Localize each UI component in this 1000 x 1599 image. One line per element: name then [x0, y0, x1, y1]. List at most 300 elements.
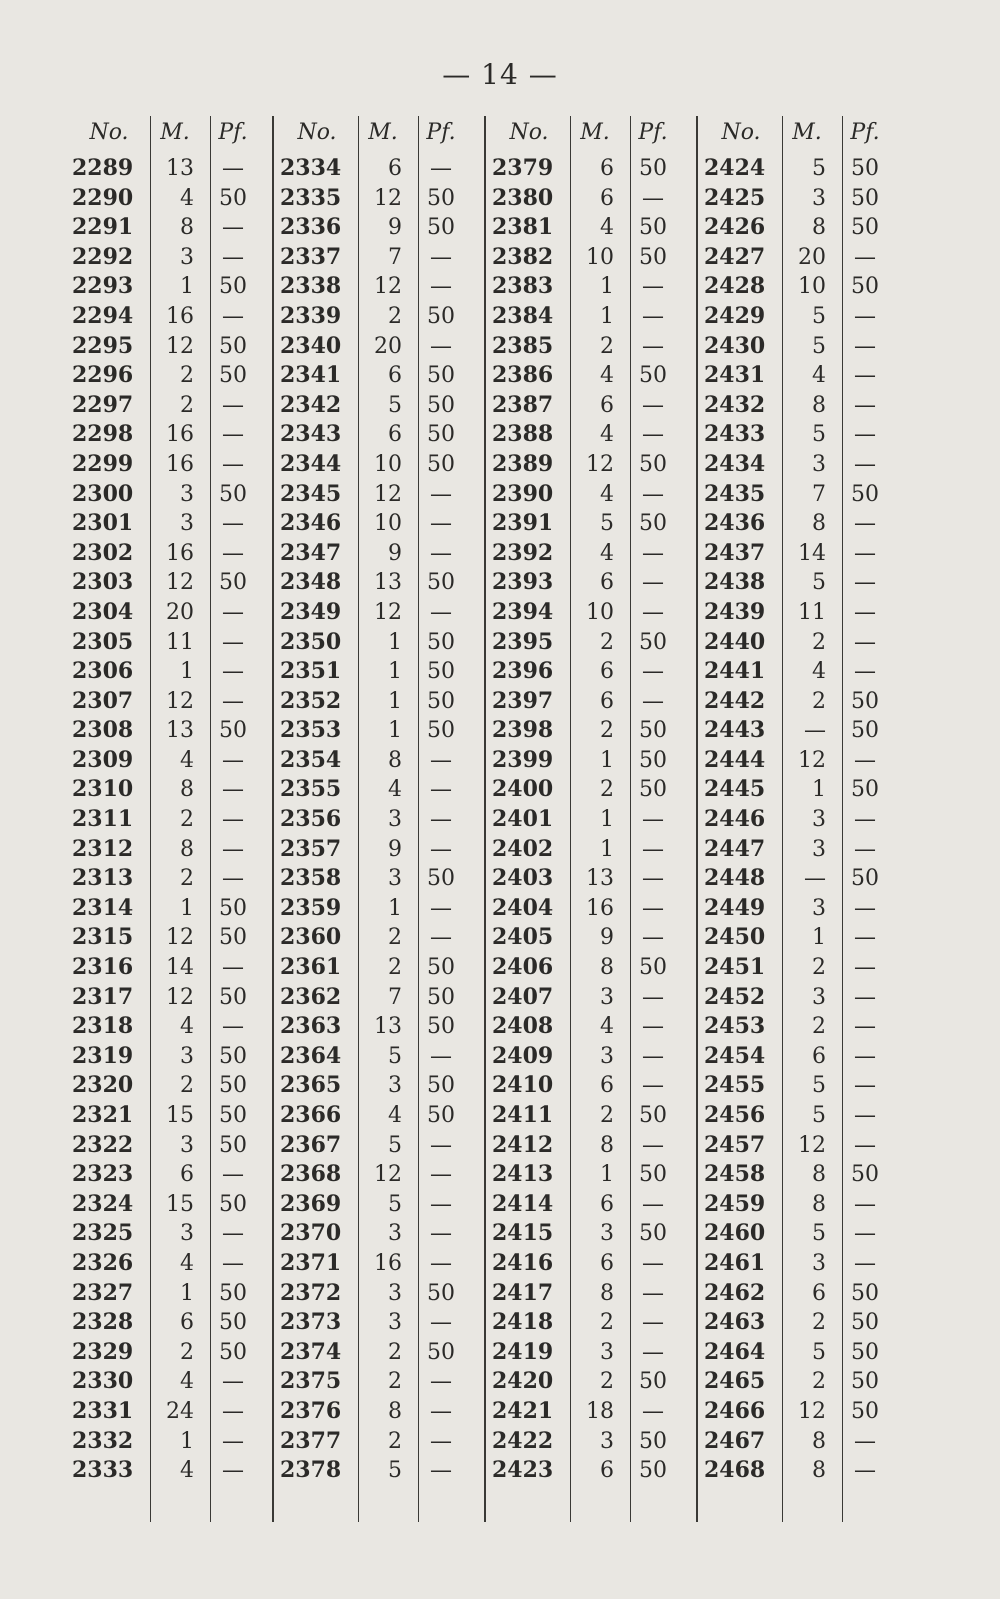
- entry-number: 2298: [72, 421, 134, 448]
- pfennig-amount: —: [222, 244, 244, 270]
- pfennig-amount: —: [430, 1191, 452, 1217]
- entry-number: 2467: [704, 1427, 766, 1454]
- pfennig-amount: —: [642, 333, 664, 359]
- entry-number: 2433: [704, 421, 766, 448]
- entry-number: 2359: [280, 894, 342, 921]
- entry-number: 2338: [280, 273, 342, 300]
- mark-amount: 9: [388, 540, 402, 566]
- entry-number: 2443: [704, 717, 766, 744]
- pfennig-amount: —: [642, 1398, 664, 1424]
- entry-number: 2436: [704, 510, 766, 537]
- entry-number: 2313: [72, 865, 134, 892]
- pfennig-amount: 50: [639, 1221, 667, 1247]
- entry-number: 2299: [72, 450, 134, 477]
- pfennig-amount: 50: [427, 363, 455, 389]
- entry-number: 2390: [492, 480, 554, 507]
- entry-number: 2294: [72, 302, 134, 329]
- pfennig-amount: 50: [427, 1339, 455, 1365]
- mark-amount: 4: [180, 1250, 194, 1276]
- number-column: [280, 112, 354, 1522]
- pfennig-amount: —: [854, 1043, 876, 1069]
- entry-number: 2362: [280, 983, 342, 1010]
- pfennig-amount: —: [854, 1250, 876, 1276]
- entry-number: 2397: [492, 687, 554, 714]
- pfennig-amount: 50: [639, 718, 667, 744]
- entry-number: 2351: [280, 658, 342, 685]
- pfennig-amount: 50: [219, 481, 247, 507]
- mark-amount: 6: [812, 1280, 826, 1306]
- mark-amount: 5: [388, 1132, 402, 1158]
- mark-column: [778, 112, 836, 1522]
- entry-number: 2403: [492, 865, 554, 892]
- pfennig-amount: 50: [639, 156, 667, 181]
- mark-amount: 12: [798, 1132, 826, 1158]
- entry-number: 2342: [280, 391, 342, 418]
- pfennig-amount: 50: [427, 451, 455, 477]
- mark-amount: 15: [166, 1103, 194, 1128]
- page-number: — 14 —: [442, 58, 558, 91]
- mark-amount: 10: [586, 599, 614, 625]
- pfennig-amount: —: [222, 1369, 244, 1395]
- entry-number: 2290: [72, 184, 134, 211]
- pfennig-amount: —: [430, 1458, 452, 1484]
- mark-amount: 5: [812, 1339, 826, 1365]
- entry-number: 2374: [280, 1338, 342, 1365]
- mark-amount: 12: [586, 451, 614, 477]
- mark-amount: 2: [388, 1339, 402, 1365]
- entry-number: 2346: [280, 510, 342, 537]
- pfennig-amount: —: [222, 747, 244, 773]
- mark-amount: 16: [166, 422, 194, 448]
- mark-amount: 3: [388, 1221, 402, 1247]
- mark-amount: 1: [388, 718, 402, 744]
- mark-amount: 8: [600, 1132, 614, 1158]
- pfennig-amount: —: [854, 1132, 876, 1158]
- column-divider: [842, 116, 843, 1522]
- pfennig-amount: —: [642, 274, 664, 300]
- mark-amount: 5: [812, 570, 826, 596]
- mark-amount: 13: [374, 570, 402, 596]
- entry-number: 2447: [704, 835, 766, 862]
- mark-amount: 4: [180, 1369, 194, 1395]
- entry-number: 2310: [72, 776, 134, 803]
- mark-amount: 2: [812, 955, 826, 981]
- mark-amount: 2: [388, 1428, 402, 1454]
- entry-number: 2462: [704, 1279, 766, 1306]
- entry-number: 2434: [704, 450, 766, 477]
- pfennig-amount: 50: [219, 1103, 247, 1128]
- pfennig-column: [412, 112, 470, 1522]
- pfennig-amount: 50: [851, 1339, 879, 1365]
- mark-amount: 8: [388, 1398, 402, 1424]
- column-divider: [358, 116, 359, 1522]
- entry-number: 2412: [492, 1131, 554, 1158]
- entry-number: 2349: [280, 598, 342, 625]
- mark-amount: 12: [374, 599, 402, 625]
- mark-amount: 6: [600, 1458, 614, 1484]
- mark-amount: 2: [600, 1369, 614, 1395]
- entry-number: 2326: [72, 1249, 134, 1276]
- mark-amount: 1: [388, 895, 402, 921]
- entry-number: 2327: [72, 1279, 134, 1306]
- entry-number: 2417: [492, 1279, 554, 1306]
- entry-number: 2367: [280, 1131, 342, 1158]
- entry-number: 2321: [72, 1102, 134, 1128]
- entry-number: 2328: [72, 1309, 134, 1336]
- mark-amount: 5: [812, 1103, 826, 1128]
- pfennig-amount: —: [854, 629, 876, 655]
- group-divider: [696, 116, 698, 1522]
- pfennig-amount: —: [642, 807, 664, 833]
- mark-amount: 8: [180, 215, 194, 241]
- column-header: No.: [89, 120, 129, 145]
- entry-number: 2414: [492, 1190, 554, 1217]
- mark-amount: 2: [180, 866, 194, 892]
- entry-number: 2406: [492, 954, 554, 981]
- mark-amount: 5: [388, 392, 402, 418]
- entry-number: 2308: [72, 717, 134, 744]
- entry-number: 2392: [492, 539, 554, 566]
- column-header: Pf.: [850, 120, 880, 145]
- pfennig-amount: —: [222, 659, 244, 685]
- entry-number: 2377: [280, 1427, 342, 1454]
- pfennig-amount: 50: [851, 718, 879, 744]
- entry-number: 2378: [280, 1457, 342, 1484]
- entry-number: 2358: [280, 865, 342, 892]
- column-divider: [418, 116, 419, 1522]
- mark-amount: 3: [388, 1073, 402, 1099]
- mark-amount: 20: [798, 244, 826, 270]
- mark-amount: 2: [600, 333, 614, 359]
- column-header: No.: [297, 120, 337, 145]
- mark-amount: 12: [374, 481, 402, 507]
- pfennig-amount: —: [430, 1310, 452, 1336]
- entry-number: 2322: [72, 1131, 134, 1158]
- column-header: No.: [509, 120, 549, 145]
- entry-number: 2393: [492, 569, 554, 596]
- entry-number: 2405: [492, 924, 554, 951]
- pfennig-amount: —: [430, 1428, 452, 1454]
- column-divider: [150, 116, 151, 1522]
- pfennig-amount: 50: [851, 481, 879, 507]
- pfennig-amount: 50: [851, 185, 879, 211]
- entry-number: 2363: [280, 1013, 342, 1040]
- pfennig-amount: 50: [639, 215, 667, 241]
- mark-amount: 2: [812, 688, 826, 714]
- pfennig-amount: —: [854, 392, 876, 418]
- mark-amount: 3: [600, 1221, 614, 1247]
- entry-number: 2339: [280, 302, 342, 329]
- pfennig-amount: 50: [639, 511, 667, 537]
- pfennig-amount: 50: [851, 274, 879, 300]
- mark-column: [354, 112, 412, 1522]
- pfennig-amount: —: [430, 1162, 452, 1188]
- mark-amount: —: [804, 866, 826, 892]
- pfennig-amount: —: [430, 333, 452, 359]
- mark-amount: 3: [812, 895, 826, 921]
- group-divider: [272, 116, 274, 1522]
- pfennig-amount: —: [222, 866, 244, 892]
- pfennig-amount: —: [430, 274, 452, 300]
- pfennig-amount: —: [642, 866, 664, 892]
- mark-amount: 2: [600, 1310, 614, 1336]
- entry-number: 2423: [492, 1457, 554, 1484]
- pfennig-amount: —: [222, 1221, 244, 1247]
- entry-number: 2409: [492, 1042, 554, 1069]
- pfennig-amount: —: [222, 1428, 244, 1454]
- pfennig-amount: 50: [219, 718, 247, 744]
- entry-number: 2444: [704, 746, 766, 773]
- entry-number: 2465: [704, 1368, 766, 1395]
- mark-amount: 3: [812, 1250, 826, 1276]
- mark-amount: 1: [812, 777, 826, 803]
- mark-amount: 8: [812, 392, 826, 418]
- mark-amount: 2: [600, 1103, 614, 1128]
- pfennig-amount: —: [854, 1103, 876, 1128]
- entry-number: 2293: [72, 273, 134, 300]
- mark-amount: 4: [180, 1014, 194, 1040]
- mark-amount: 2: [388, 925, 402, 951]
- mark-amount: 5: [812, 333, 826, 359]
- mark-amount: 3: [388, 1280, 402, 1306]
- pfennig-amount: 50: [219, 1043, 247, 1069]
- entry-number: 2385: [492, 332, 554, 359]
- entry-number: 2446: [704, 806, 766, 833]
- pfennig-amount: —: [642, 540, 664, 566]
- pfennig-amount: —: [642, 303, 664, 329]
- entry-number: 2350: [280, 628, 342, 655]
- pfennig-amount: 50: [427, 1014, 455, 1040]
- pfennig-amount: —: [222, 955, 244, 981]
- mark-amount: 15: [166, 1191, 194, 1217]
- mark-amount: 18: [586, 1398, 614, 1424]
- pfennig-amount: 50: [639, 1458, 667, 1484]
- column-divider: [782, 116, 783, 1522]
- entry-number: 2400: [492, 776, 554, 803]
- entry-number: 2398: [492, 717, 554, 744]
- pfennig-amount: —: [222, 156, 244, 181]
- entry-number: 2458: [704, 1161, 766, 1188]
- mark-amount: 12: [798, 747, 826, 773]
- mark-amount: 13: [166, 718, 194, 744]
- pfennig-amount: —: [222, 836, 244, 862]
- pfennig-amount: —: [222, 303, 244, 329]
- pfennig-amount: —: [222, 392, 244, 418]
- mark-amount: 2: [180, 807, 194, 833]
- pfennig-amount: 50: [639, 955, 667, 981]
- mark-amount: 5: [388, 1458, 402, 1484]
- entry-number: 2466: [704, 1397, 766, 1424]
- pfennig-amount: 50: [851, 866, 879, 892]
- pfennig-amount: —: [642, 422, 664, 448]
- pfennig-amount: 50: [639, 1428, 667, 1454]
- pfennig-amount: —: [642, 1280, 664, 1306]
- mark-amount: 6: [600, 392, 614, 418]
- entry-number: 2309: [72, 746, 134, 773]
- entry-number: 2356: [280, 806, 342, 833]
- mark-amount: 8: [388, 747, 402, 773]
- mark-amount: 14: [166, 955, 194, 981]
- mark-amount: 2: [812, 1310, 826, 1336]
- pfennig-amount: 50: [639, 244, 667, 270]
- entry-number: 2334: [280, 155, 342, 181]
- entry-number: 2371: [280, 1249, 342, 1276]
- mark-amount: 6: [812, 1043, 826, 1069]
- mark-amount: 2: [600, 629, 614, 655]
- column-header: M.: [368, 120, 398, 145]
- pfennig-amount: 50: [219, 333, 247, 359]
- column-divider: [570, 116, 571, 1522]
- pfennig-amount: —: [430, 1398, 452, 1424]
- entry-number: 2365: [280, 1072, 342, 1099]
- mark-amount: 5: [812, 1073, 826, 1099]
- mark-amount: 1: [600, 274, 614, 300]
- pfennig-amount: —: [854, 925, 876, 951]
- pfennig-amount: 50: [639, 747, 667, 773]
- mark-amount: 3: [180, 1221, 194, 1247]
- pfennig-amount: 50: [851, 1398, 879, 1424]
- mark-amount: 1: [180, 895, 194, 921]
- entry-number: 2422: [492, 1427, 554, 1454]
- mark-amount: 5: [812, 156, 826, 181]
- number-column: [72, 112, 146, 1522]
- pfennig-amount: 50: [639, 777, 667, 803]
- mark-amount: 8: [812, 215, 826, 241]
- pfennig-amount: 50: [427, 629, 455, 655]
- mark-amount: 12: [166, 570, 194, 596]
- entry-number: 2353: [280, 717, 342, 744]
- number-column: [492, 112, 566, 1522]
- pfennig-amount: —: [642, 836, 664, 862]
- mark-amount: 6: [600, 570, 614, 596]
- pfennig-amount: 50: [851, 1310, 879, 1336]
- entry-number: 2337: [280, 243, 342, 270]
- pfennig-amount: —: [642, 570, 664, 596]
- mark-amount: 16: [374, 1250, 402, 1276]
- mark-amount: 1: [180, 659, 194, 685]
- entry-number: 2311: [72, 806, 134, 833]
- entry-number: 2307: [72, 687, 134, 714]
- mark-amount: 3: [812, 984, 826, 1010]
- mark-amount: 6: [600, 688, 614, 714]
- pfennig-amount: —: [854, 1191, 876, 1217]
- pfennig-amount: —: [430, 1132, 452, 1158]
- column-header: M.: [580, 120, 610, 145]
- mark-amount: 4: [812, 659, 826, 685]
- entry-number: 2416: [492, 1249, 554, 1276]
- pfennig-amount: 50: [219, 1339, 247, 1365]
- mark-amount: 1: [388, 629, 402, 655]
- pfennig-amount: —: [854, 303, 876, 329]
- entry-number: 2410: [492, 1072, 554, 1099]
- mark-amount: 8: [812, 511, 826, 537]
- mark-amount: 8: [812, 1162, 826, 1188]
- pfennig-amount: —: [642, 1250, 664, 1276]
- mark-amount: 10: [374, 511, 402, 537]
- pfennig-amount: 50: [219, 895, 247, 921]
- pfennig-amount: —: [854, 511, 876, 537]
- entry-number: 2454: [704, 1042, 766, 1069]
- entry-number: 2441: [704, 658, 766, 685]
- entry-number: 2316: [72, 954, 134, 981]
- pfennig-amount: 50: [219, 984, 247, 1010]
- entry-number: 2302: [72, 539, 134, 566]
- pfennig-amount: —: [222, 511, 244, 537]
- mark-amount: 24: [166, 1398, 194, 1424]
- mark-amount: 7: [388, 244, 402, 270]
- pfennig-amount: 50: [851, 1162, 879, 1188]
- entry-number: 2464: [704, 1338, 766, 1365]
- pfennig-amount: 50: [219, 185, 247, 211]
- column-header: Pf.: [638, 120, 668, 145]
- mark-amount: 6: [600, 1191, 614, 1217]
- entry-number: 2451: [704, 954, 766, 981]
- pfennig-amount: —: [642, 1310, 664, 1336]
- entry-number: 2460: [704, 1220, 766, 1247]
- pfennig-amount: 50: [427, 303, 455, 329]
- entry-number: 2314: [72, 894, 134, 921]
- mark-amount: 8: [812, 1191, 826, 1217]
- pfennig-amount: —: [642, 1191, 664, 1217]
- mark-amount: 12: [166, 984, 194, 1010]
- pfennig-amount: 50: [851, 688, 879, 714]
- entry-number: 2292: [72, 243, 134, 270]
- entry-number: 2333: [72, 1457, 134, 1484]
- column-header: Pf.: [218, 120, 248, 145]
- pfennig-amount: —: [854, 1073, 876, 1099]
- entry-number: 2300: [72, 480, 134, 507]
- pfennig-amount: 50: [219, 274, 247, 300]
- pfennig-amount: —: [430, 1369, 452, 1395]
- entry-number: 2384: [492, 302, 554, 329]
- pfennig-amount: —: [430, 895, 452, 921]
- pfennig-amount: 50: [851, 156, 879, 181]
- pfennig-amount: —: [222, 688, 244, 714]
- mark-amount: 3: [812, 836, 826, 862]
- entry-number: 2347: [280, 539, 342, 566]
- pfennig-amount: 50: [219, 925, 247, 951]
- mark-amount: 8: [180, 836, 194, 862]
- entry-number: 2463: [704, 1309, 766, 1336]
- pfennig-amount: 50: [427, 392, 455, 418]
- pfennig-amount: 50: [639, 363, 667, 389]
- mark-amount: 2: [812, 1014, 826, 1040]
- entry-number: 2332: [72, 1427, 134, 1454]
- entry-number: 2439: [704, 598, 766, 625]
- pfennig-amount: 50: [219, 1280, 247, 1306]
- pfennig-amount: 50: [219, 1191, 247, 1217]
- entry-number: 2304: [72, 598, 134, 625]
- entry-number: 2355: [280, 776, 342, 803]
- pfennig-amount: 50: [639, 1162, 667, 1188]
- entry-number: 2344: [280, 450, 342, 477]
- pfennig-amount: 50: [219, 1132, 247, 1158]
- mark-amount: 1: [180, 1280, 194, 1306]
- entry-number: 2368: [280, 1161, 342, 1188]
- entry-number: 2376: [280, 1397, 342, 1424]
- pfennig-amount: 50: [639, 1369, 667, 1395]
- mark-amount: 12: [374, 274, 402, 300]
- entry-number: 2352: [280, 687, 342, 714]
- column-group-2: [280, 112, 470, 1522]
- column-divider: [630, 116, 631, 1522]
- pfennig-amount: —: [854, 570, 876, 596]
- entry-number: 2438: [704, 569, 766, 596]
- pfennig-amount: —: [854, 599, 876, 625]
- pfennig-amount: —: [642, 984, 664, 1010]
- mark-amount: 3: [812, 807, 826, 833]
- mark-amount: 3: [812, 451, 826, 477]
